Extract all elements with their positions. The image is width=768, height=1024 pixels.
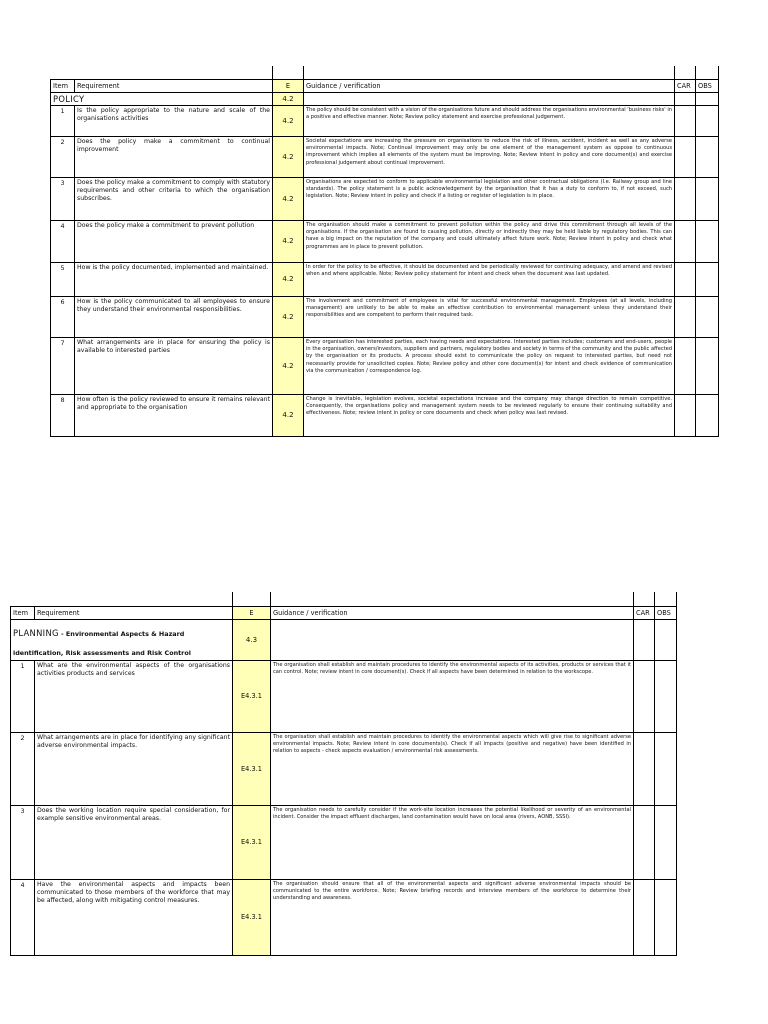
e-reference: E4.3.1 [233, 732, 271, 805]
table-row [51, 177, 719, 220]
item-number: 2 [11, 732, 35, 805]
obs-cell [655, 805, 677, 879]
empty-cell [675, 92, 696, 105]
requirement-text: Does the policy make a commitment to prevent pollution [75, 220, 273, 262]
car-cell [675, 136, 696, 177]
section-title: POLICY [51, 92, 273, 105]
requirement-text: What are the environmental aspects of the organisations activities products and services [35, 660, 233, 732]
requirement-text: What arrangements are in place for ensuring the policy is available to interested parties [75, 337, 273, 394]
obs-cell [696, 394, 719, 436]
car-cell [634, 805, 655, 879]
blank-top [271, 592, 634, 606]
e-reference: 4.2 [273, 296, 304, 337]
guidance-text: Every organisation has interested parties, each having needs and expectations. Interested parties includes; customers and end-users, people in the organisation, owners/investors, suppliers and partners, regulatory bodies and society in terms of the community and the public affected by the organisation or its products. A process should exist to communicate the policy on request to interested parties, but need not necessarily provide for unsolicited copies. Note; Review policy and other core document(s) for intent and check evidence of communication via the communication / correspondence log. [304, 337, 675, 394]
empty-cell [634, 619, 655, 660]
item-number: 3 [11, 805, 35, 879]
header-requirement: Requirement [35, 606, 233, 619]
section-title-suffix: - Environmental Aspects & Hazard identification, Risk assessments and Risk Control [13, 629, 191, 657]
item-number: 4 [51, 220, 75, 262]
header-e: E [233, 606, 271, 619]
car-cell [634, 732, 655, 805]
obs-cell [696, 105, 719, 136]
e-reference: E4.3.1 [233, 805, 271, 879]
guidance-text: Change is inevitable, legislation evolves, societal expectations increase and the company may change direction to remain competitive. Consequently, the organisations policy and management system needs to be reviewed regularly to ensure their continuing suitability and effectiveness. Note; review intent in policy or core documents and check when policy was last revised. [304, 394, 675, 436]
blank-top [634, 592, 655, 606]
guidance-text: The organisation needs to carefully consider if the work-site location increases the potential likelihood or severity of an environmental incident. Consider the impact effluent discharges, land contamination would have on local area (rivers, AONB, SSSI). [271, 805, 634, 879]
empty-cell [271, 619, 634, 660]
requirement-text: What arrangements are in place for identifying any significant adverse environmental impacts. [35, 732, 233, 805]
item-number: 7 [51, 337, 75, 394]
blank-top [233, 592, 271, 606]
table-row [51, 262, 719, 296]
car-cell [634, 879, 655, 955]
table-row [51, 394, 719, 436]
car-cell [675, 105, 696, 136]
obs-cell [696, 177, 719, 220]
obs-cell [696, 220, 719, 262]
obs-cell [655, 879, 677, 955]
item-number: 6 [51, 296, 75, 337]
table-row [51, 337, 719, 394]
item-number: 3 [51, 177, 75, 220]
blank-top [675, 66, 696, 79]
item-number: 5 [51, 262, 75, 296]
blank-top [51, 66, 75, 79]
guidance-text: The policy should be consistent with a vision of the organisations future and should address the organisations environmental 'business risks' in a positive and effective manner. Note; Review policy statement and exercise professional judgement. [304, 105, 675, 136]
table-row [51, 296, 719, 337]
guidance-text: The organisation shall establish and maintain procedures to identify the environmental aspects which will give rise to significant adverse environmental impacts. Note; Review intent in core documents(s). Check if all impacts (positive and negative) have been identified in relation to aspects - check aspects evaluation / environmental risk assessments. [271, 732, 634, 805]
blank-top [11, 592, 35, 606]
guidance-text: The organisation shall establish and maintain procedures to identify the environmental aspects of its activities, products or services that it can control. Note; review intent in core document(s). Check if all aspects have been determined in relation to the workscope. [271, 660, 634, 732]
requirement-text: Does the policy make a commitment to continual improvement [75, 136, 273, 177]
table-row [11, 879, 677, 955]
blank-top [75, 66, 273, 79]
car-cell [675, 220, 696, 262]
car-cell [675, 296, 696, 337]
obs-cell [655, 732, 677, 805]
empty-cell [304, 92, 675, 105]
e-reference: 4.2 [273, 177, 304, 220]
table-row [11, 732, 677, 805]
requirement-text: How often is the policy reviewed to ensure it remains relevant and appropriate to the organisation [75, 394, 273, 436]
e-reference: 4.2 [273, 105, 304, 136]
obs-cell [696, 296, 719, 337]
item-number: 2 [51, 136, 75, 177]
header-obs: OBS [655, 606, 677, 619]
policy-table [50, 66, 719, 437]
item-number: 1 [11, 660, 35, 732]
section-e: 4.2 [273, 92, 304, 105]
requirement-text: How is the policy documented, implemented and maintained. [75, 262, 273, 296]
header-requirement: Requirement [75, 79, 273, 92]
e-reference: E4.3.1 [233, 660, 271, 732]
guidance-text: The organisation should ensure that all of the environmental aspects and significant adverse environmental impacts should be communicated to the entire workforce. Note; Review briefing records and interview members of the workforce to determine their understanding and awareness. [271, 879, 634, 955]
requirement-text: Does the working location require special consideration, for example sensitive environmental areas. [35, 805, 233, 879]
obs-cell [696, 262, 719, 296]
requirement-text: Have the environmental aspects and impacts been communicated to those members of the workforce that may be affected, along with mitigating control measures. [35, 879, 233, 955]
blank-top [35, 592, 233, 606]
blank-top [655, 592, 677, 606]
header-guidance: Guidance / verification [271, 606, 634, 619]
guidance-text: In order for the policy to be effective, it should be documented and be periodically reviewed for continuing adequacy, and amend and revised when and where applicable. Note; Review policy statement for intent and check when the document was last updated. [304, 262, 675, 296]
e-reference: 4.2 [273, 337, 304, 394]
e-reference: 4.2 [273, 262, 304, 296]
requirement-text: Is the policy appropriate to the nature and scale of the organisations activities [75, 105, 273, 136]
table-row [11, 660, 677, 732]
empty-cell [696, 92, 719, 105]
car-cell [675, 394, 696, 436]
e-reference: 4.2 [273, 220, 304, 262]
section-title-main: PLANNING [13, 627, 59, 638]
planning-table [10, 592, 677, 956]
item-number: 4 [11, 879, 35, 955]
item-number: 1 [51, 105, 75, 136]
e-reference: 4.2 [273, 136, 304, 177]
e-reference: E4.3.1 [233, 879, 271, 955]
obs-cell [655, 660, 677, 732]
header-guidance: Guidance / verification [304, 79, 675, 92]
table-row [11, 805, 677, 879]
requirement-text: How is the policy communicated to all employees to ensure they understand their environmental responsibilities. [75, 296, 273, 337]
guidance-text: Societal expectations are increasing the pressure on organisations to reduce the risk of illness, accident, incident as well as any adverse environmental impacts. Note; Continual improvement may only be one element of the management system as oppose to continuous improvement which implies all elements of the system must be improving. Note; Review intent in policy and core document(s) and exercise professional judgement about continual improvement. [304, 136, 675, 177]
section-e: 4.3 [233, 619, 271, 660]
header-car: CAR [634, 606, 655, 619]
car-cell [634, 660, 655, 732]
header-car: CAR [675, 79, 696, 92]
table-row [51, 220, 719, 262]
obs-cell [696, 136, 719, 177]
blank-top [696, 66, 719, 79]
car-cell [675, 337, 696, 394]
section-title [11, 619, 233, 660]
blank-top [304, 66, 675, 79]
header-item: Item [11, 606, 35, 619]
guidance-text: The involvement and commitment of employees is vital for successful environmental management. Employees (at all levels, including management) are unlikely to be able to make an effective contribution to environmental management unless they understand their responsibilities and are competent to perform their required task. [304, 296, 675, 337]
guidance-text: The organisation should make a commitment to prevent pollution within the policy and drive this commitment through all levels of the organisations. If the organisation are found to causing pollution, directly or indirectly they may be held liable by regulatory bodies. This can have a big impact on the reputation of the company and could ultimately affect future work. Note; Review intent in policy and check what programmes are in place to prevent pollution. [304, 220, 675, 262]
item-number: 8 [51, 394, 75, 436]
header-item: Item [51, 79, 75, 92]
obs-cell [696, 337, 719, 394]
car-cell [675, 177, 696, 220]
car-cell [675, 262, 696, 296]
header-e: E [273, 79, 304, 92]
blank-top [273, 66, 304, 79]
empty-cell [655, 619, 677, 660]
guidance-text: Organisations are expected to conform to applicable environmental legislation and other contractual obligations (I.e. Railway group and line standards). The policy statement is a public acknowledgement by the organisation that it has a duty to conform to, if not exceed, such legislation. Note; Review intent in policy and check if a listing or register of legislation is in place. [304, 177, 675, 220]
requirement-text: Does the policy make a commitment to comply with statutory requirements and other criteria to which the organisation subscribes. [75, 177, 273, 220]
table-row [51, 105, 719, 136]
header-obs: OBS [696, 79, 719, 92]
table-row [51, 136, 719, 177]
e-reference: 4.2 [273, 394, 304, 436]
